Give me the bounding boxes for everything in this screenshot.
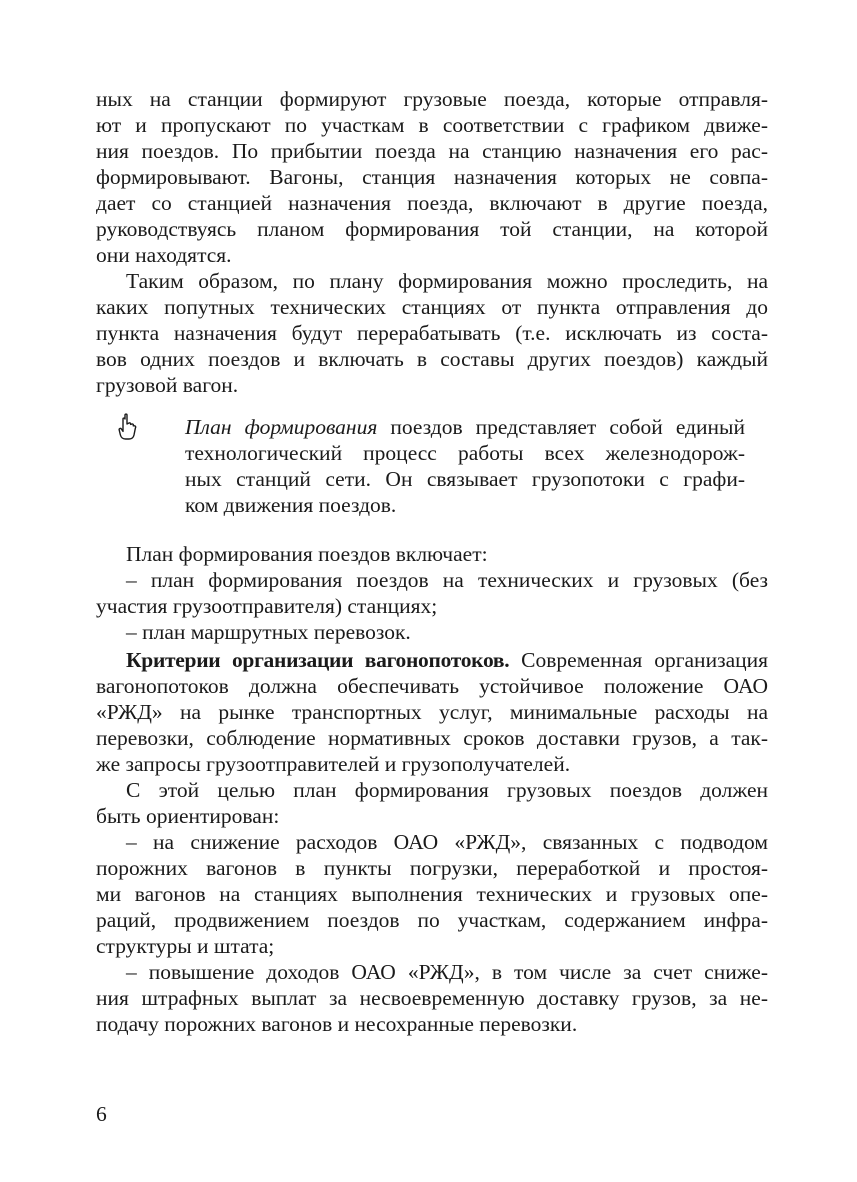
text-line: «РЖД» на рынке транспортных услуг, минимальные расходы на (96, 700, 768, 724)
text-line: Таким образом, по плану формирования можно проследить, на (126, 269, 768, 293)
text-line: они находятся. (96, 243, 232, 267)
text-line: быть ориентирован: (96, 804, 280, 828)
text-line: вов одних поездов и включать в составы других поездов) каждый (96, 347, 768, 371)
text-line: ют и пропускают по участкам в соответствии с графиком движе- (96, 113, 768, 137)
text-line: грузовой вагон. (96, 373, 239, 397)
text-line: ния штрафных выплат за несвоевременную доставку грузов, за не- (96, 986, 768, 1010)
text-line: ния поездов. По прибытии поезда на станцию назначения его рас- (96, 139, 768, 163)
text-line: структуры и штата; (96, 934, 275, 958)
section-heading: Критерии организации вагонопотоков. (126, 648, 510, 672)
text-line: раций, продвижением поездов по участкам, содержанием инфра- (96, 908, 768, 932)
note-term: План формирования (185, 415, 378, 439)
text-line: Критерии организации вагонопотоков. Современная организация (126, 648, 769, 672)
list-item: – повышение доходов ОАО «РЖД», в том числе за счет сниже- (126, 960, 768, 984)
list-item: – план формирования поездов на технических и грузовых (без (126, 568, 768, 592)
text-line: вагонопотоков должна обеспечивать устойчивое положение ОАО (96, 674, 768, 698)
text-line: дает со станцией назначения поезда, включают в другие поезда, (96, 191, 768, 215)
note-line: технологический процесс работы всех железнодорож- (185, 441, 745, 465)
text-line: ми вагонов на станциях выполнения технических и грузовых опе- (96, 882, 768, 906)
text-line: каких попутных технических станциях от пункта отправления до (96, 295, 768, 319)
text-line: подачу порожних вагонов и несохранные перевозки. (96, 1012, 578, 1036)
list-item: – на снижение расходов ОАО «РЖД», связанных с подводом (126, 830, 768, 854)
text-line: перевозки, соблюдение нормативных сроков доставки грузов, а так- (96, 726, 768, 750)
text-line: порожних вагонов в пункты погрузки, переработкой и простоя- (96, 856, 768, 880)
text-line: формировывают. Вагоны, станция назначения которых не совпа- (96, 165, 768, 189)
note-line: ных станций сети. Он связывает грузопотоки с графи- (185, 467, 745, 491)
note-line: План формирования поездов представляет собой единый (185, 415, 745, 439)
text-line: План формирования поездов включает: (126, 542, 488, 566)
text-line: же запросы грузоотправителей и грузополучателей. (96, 752, 571, 776)
text-line: пункта назначения будут перерабатывать (т.е. исключать из соста- (96, 321, 768, 345)
pointing-hand-icon (116, 413, 138, 441)
text-line: ных на станции формируют грузовые поезда, которые отправля- (96, 87, 768, 111)
note-line: ком движения поездов. (185, 493, 397, 517)
text-line: С этой целью план формирования грузовых поездов должен (126, 778, 768, 802)
list-item: – план маршрутных перевозок. (126, 620, 411, 644)
list-item-continuation: участия грузоотправителя) станциях; (96, 594, 438, 618)
text-line: руководствуясь планом формирования той станции, на которой (96, 217, 768, 241)
page-number: 6 (96, 1102, 107, 1126)
